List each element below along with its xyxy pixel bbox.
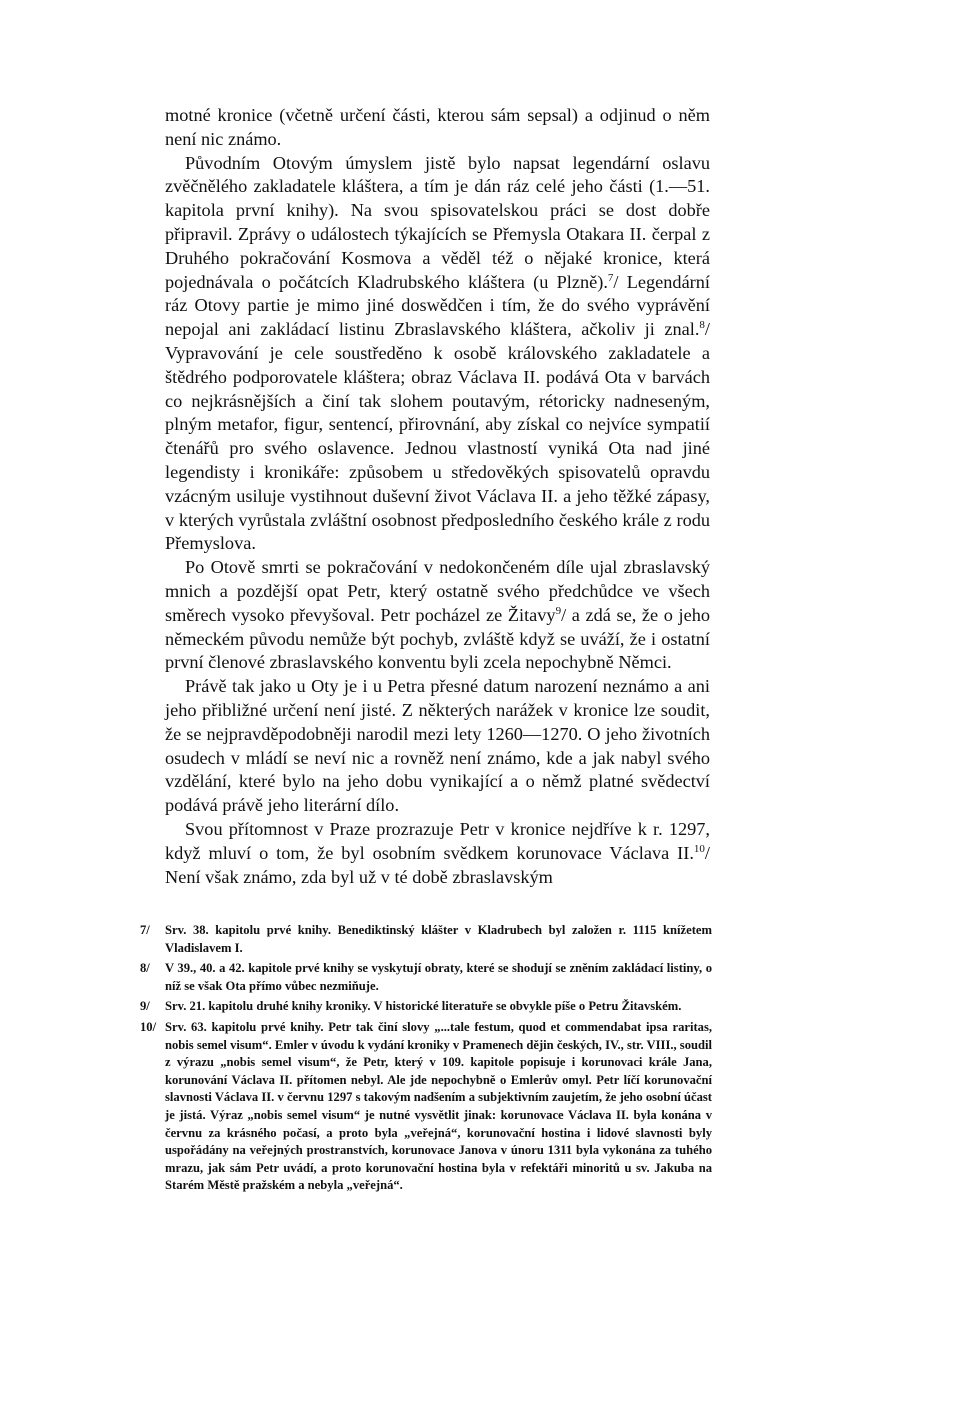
paragraph [165, 152, 710, 557]
footnote [140, 1019, 712, 1195]
paragraph-text: / a zdá se, že o jeho německém původu nemůže být pochyb, zvláště když se uváží, že i ostatní první členové zbraslavského konventu byli zcela nepochybně Němci. [165, 604, 710, 673]
footnote-mark: 8/ [140, 961, 150, 976]
footnote-mark: 9/ [140, 999, 150, 1014]
footnote-ref: 7 [607, 271, 614, 284]
paragraph-text: motné kronice (včetně určení části, kterou sám sepsal) a odjinud o něm není nic známo. [165, 105, 710, 149]
footnote [140, 922, 712, 957]
footnote [140, 960, 712, 995]
paragraph-text: Právě tak jako u Oty je i u Petra přesné datum narození neznámo a ani jeho přibližné určení není jisté. Z některých narážek v kronice lze soudit, že se nejpravděpodobněji narodil mezi lety 1260—1270. O jeho životních osudech v mládí se neví nic a rovněž není známo, kde a jak nabyl svého vzdělání, které bylo na jeho dobu vynikající a o němž platné svědectví podává právě jeho literární dílo. [165, 676, 710, 816]
paragraph-text: / Legendární ráz Otovy partie je mimo jiné doswědčen i tím, že do svého vyprávění nepojal ani zakládací listinu Zbraslavského kláštera, ačkoliv ji znal. [165, 271, 710, 340]
paragraph [165, 675, 710, 818]
footnote-ref: 10 [693, 842, 705, 855]
paragraph [165, 104, 710, 152]
footnote-text: Srv. 21. kapitolu druhé knihy kroniky. V historické literatuře se obvykle píše o Petru Žitavském. [165, 999, 682, 1014]
paragraph-text: Po Otově smrti se pokračování v nedokončeném díle ujal zbraslavský mnich a pozdější opat Petr, který ostatně svého předchůdce ve všech směrech vysoko převyšoval. Petr pocházel ze Žitavy [165, 557, 710, 625]
footnote-text: Srv. 38. kapitolu prvé knihy. Benediktinský klášter v Kladrubech byl založen r. 1115 knížetem Vladislavem I. [165, 923, 712, 955]
paragraph-text: / Není však známo, zda byl už v té době zbraslavským [165, 842, 710, 887]
main-text [165, 104, 710, 889]
footnote-ref: 9 [555, 604, 562, 617]
paragraph [165, 818, 710, 889]
footnote-ref: 8 [699, 319, 705, 332]
footnotes [140, 922, 712, 1198]
footnote-mark: 7/ [140, 923, 150, 937]
paragraph-text: Původním Otovým úmyslem jistě bylo napsat legendární oslavu zvěčnělého zakladatele kláštera, a tím je dán ráz celé jeho části (1.—51. kapitola první knihy). Na svou spisovatelskou práci se dost dobře připravil. Zprávy o událostech týkajících se Přemysla Otakara II. čerpal z Druhého pokračování Kosmova a věděl též o nějaké kronice, která pojednávala o počátcích Kladrubského kláštera (u Plzně). [165, 152, 710, 292]
footnote [140, 998, 712, 1016]
paragraph-text: / Vypravování je cele soustředěno k osobě královského zakladatele a štědrého podporovatele kláštera; obraz Václava II. podává Ota v barvách co nejkrásnějších a činí tak slohem poutavým, rétoricky nadneseným, plným metafor, figur, sentencí, přirovnání, aby získal co nejvíce sympatií čtenářů pro svého oslavence. Jednou vlastností vyniká Ota nad jiné legendisty i kronikáře: způsobem u středověkých spisovatelů opravdu vzácným usiluje vystihnout duševní život Václava II. a jeho těžké zápasy, v kterých vyrůstala zvláštní osobnost předposledního českého krále z rodu Přemyslova. [165, 319, 710, 554]
paragraph [165, 556, 710, 675]
footnote-text: Srv. 63. kapitolu prvé knihy. Petr tak činí slovy „...tale festum, quod et commendabat ipsa raritas, nobis semel visum“. Emler v úvodu k vydání kroniky v Pramenech dějin českých, IV., str. VIII., soudil z výrazu „nobis semel visum“, že Petr, který v 109. kapitole popisuje i korunovaci krále Jana, korunování Václava II. přítomen nebyl. Ale jde nepochybně o Emlerův omyl. Petr líčí korunovační slavnosti Václava II. v červnu 1297 s takovým nadšením a subjektivním zaujetím, že jeho osobní účast je jistá. Výraz „nobis semel visum“ je nutné vysvětlit jinak: korunovace Václava II. byla konána v červnu za krásného počasí, a proto byla „veřejná“, korunovační hostina i lidové slavnosti byly uspořádány na veřejných prostranstvích, korunovace Janova v únoru 1311 byla vykonána za tuhého mrazu, jak sám Petr uvádí, a proto korunovační hostina byla v refektáři minoritů u sv. Jakuba na Starém Městě pražském a nebyla „veřejná“. [165, 1019, 712, 1193]
footnote-mark: 10/ [140, 1019, 157, 1034]
footnote-text: V 39., 40. a 42. kapitole prvé knihy se vyskytují obraty, které se shodují se zněním zakládací listiny, o níž se však Ota přímo vůbec nezmiňuje. [165, 961, 712, 993]
paragraph-text: Svou přítomnost v Praze prozrazuje Petr v kronice nejdříve k r. 1297, když mluví o tom, že byl osobním svědkem korunovace Václava II. [165, 818, 710, 863]
